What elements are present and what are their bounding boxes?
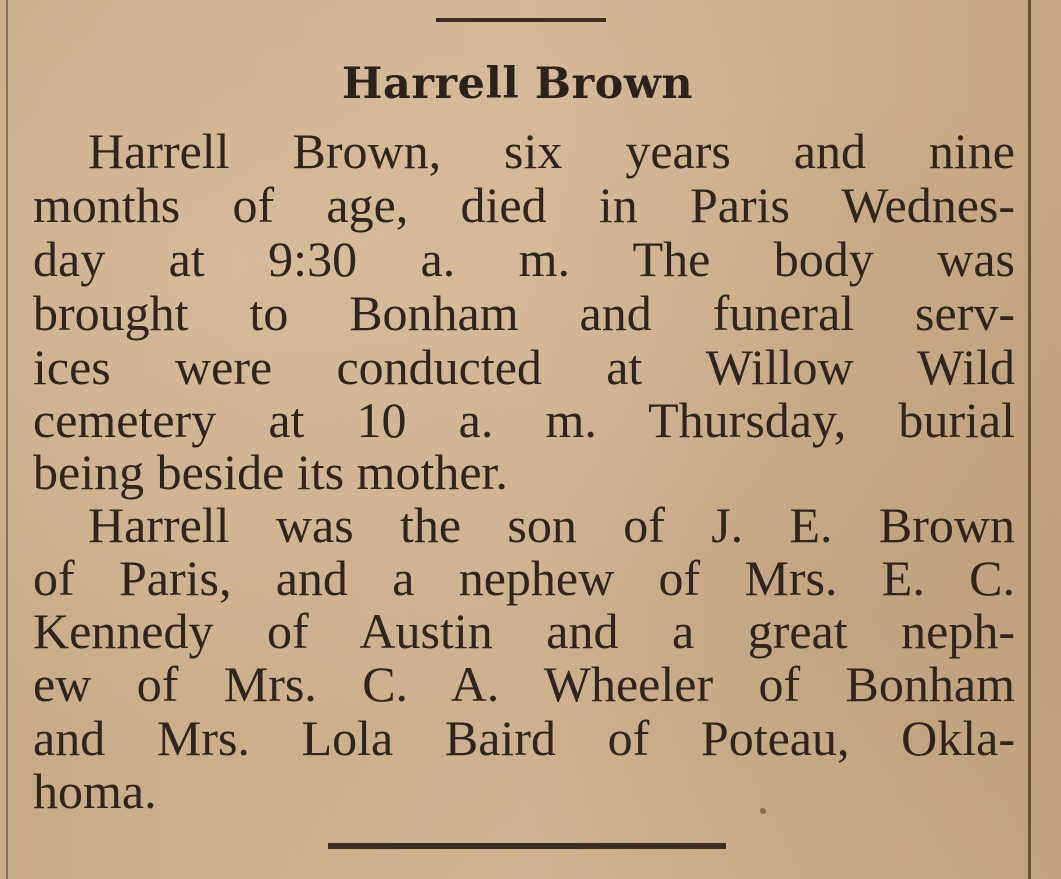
article-line: being beside its mother. bbox=[33, 444, 508, 500]
bottom-divider-rule bbox=[328, 843, 726, 849]
article-line: brought to Bonham and funeral serv- bbox=[33, 285, 1015, 341]
article-line: and Mrs. Lola Baird of Poteau, Okla- bbox=[33, 710, 1015, 766]
column-rule-right bbox=[1028, 0, 1031, 879]
top-divider-rule bbox=[436, 18, 606, 22]
article-line: ices were conducted at Willow Wild bbox=[33, 339, 1015, 395]
article-line: months of age, died in Paris Wednes- bbox=[33, 177, 1015, 233]
article-line: Kennedy of Austin and a great neph- bbox=[33, 603, 1015, 659]
article-line: ew of Mrs. C. A. Wheeler of Bonham bbox=[33, 656, 1015, 712]
article-line: of Paris, and a nephew of Mrs. E. C. bbox=[33, 550, 1015, 606]
article-line: Harrell was the son of J. E. Brown bbox=[88, 497, 1015, 553]
article-headline: Harrell Brown bbox=[341, 59, 694, 109]
column-rule-left bbox=[6, 0, 8, 879]
article-line: Harrell Brown, six years and nine bbox=[88, 123, 1015, 179]
article-line: homa. bbox=[33, 763, 157, 819]
print-speck bbox=[760, 808, 766, 814]
article-line: cemetery at 10 a. m. Thursday, burial bbox=[33, 392, 1015, 448]
article-line: day at 9:30 a. m. The body was bbox=[33, 231, 1015, 287]
